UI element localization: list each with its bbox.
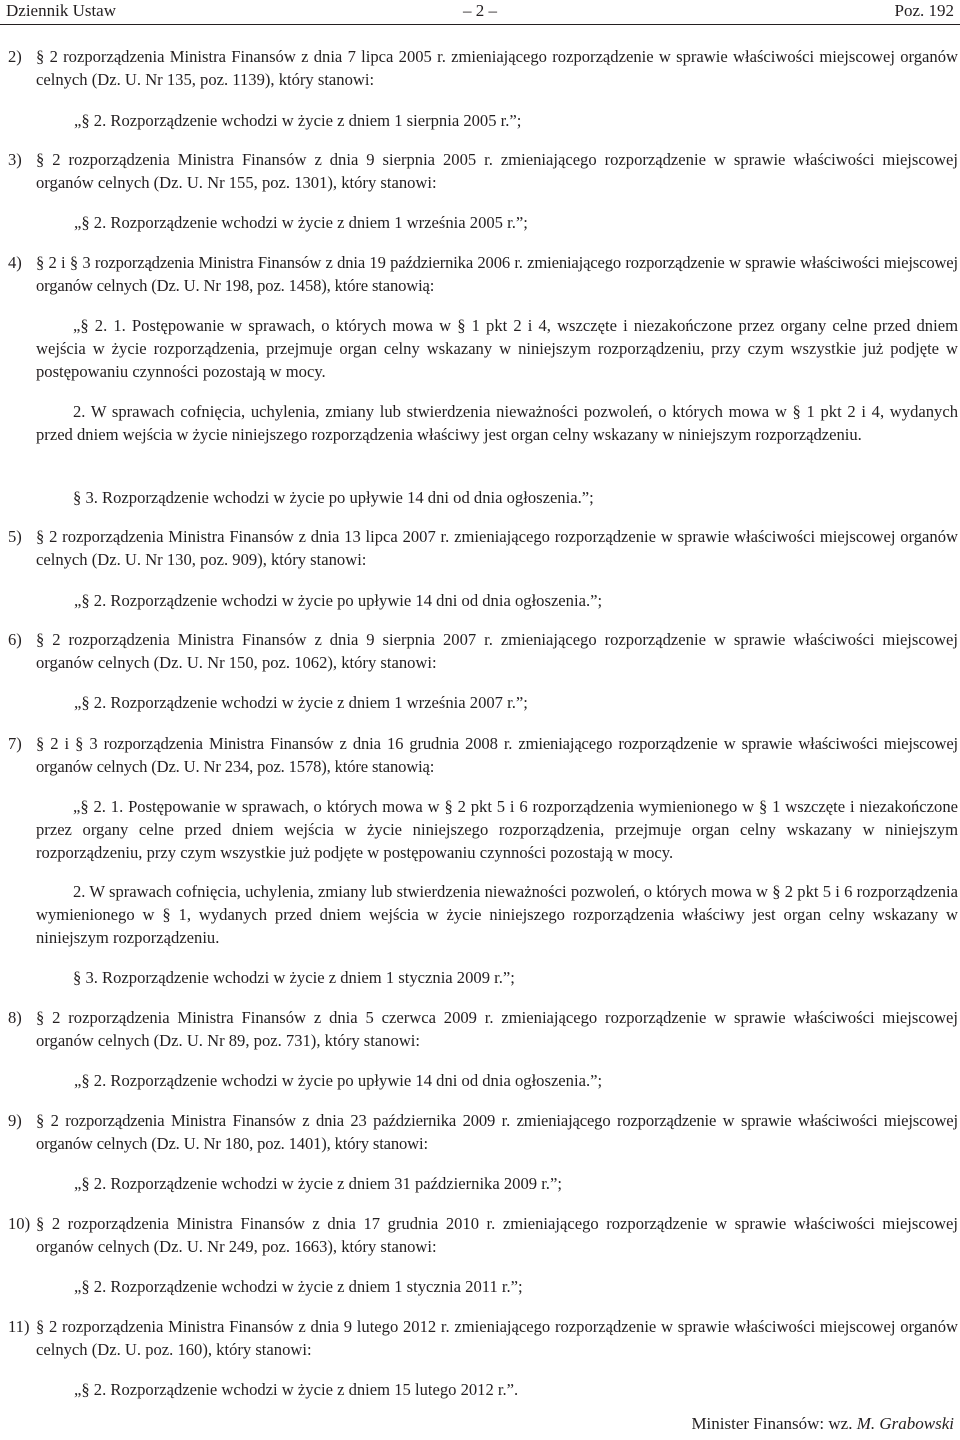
journal-title: Dziennik Ustaw	[6, 1, 117, 20]
item-number: 5)	[8, 527, 22, 546]
page-header	[0, 0, 960, 22]
quoted-provision: „§ 2. Rozporządzenie wchodzi w życie z dniem 1 września 2005 r.”;	[74, 213, 528, 232]
quoted-provision: „§ 2. Rozporządzenie wchodzi w życie z dniem 1 września 2007 r.”;	[74, 693, 528, 712]
item-text: § 2 i § 3 rozporządzenia Ministra Finansów z dnia 19 października 2006 r. zmieniającego rozporządzenie w sprawie właściwości miejscowej organów celnych (Dz. U. Nr 198, poz. 1458), które stanowią:	[36, 253, 958, 295]
item-number: 10)	[8, 1214, 31, 1233]
item-number: 8)	[8, 1008, 22, 1027]
provision-paragraph: „§ 2. 1. Postępowanie w sprawach, o których mowa w § 1 pkt 2 i 4, wszczęte i niezakończone przez organy celne przed dniem wejścia w życie rozporządzenia, przejmuje organ celny wskazany w niniejszym rozporządzeniu, przy czym wszystkie już podjęte w postępowaniu czynności pozostają w mocy.	[36, 316, 958, 381]
quoted-provision: „§ 2. Rozporządzenie wchodzi w życie z dniem 1 sierpnia 2005 r.”;	[74, 111, 522, 130]
header-rule	[0, 24, 960, 25]
provision-paragraph: 2. W sprawach cofnięcia, uchylenia, zmiany lub stwierdzenia nieważności pozwoleń, o których mowa w § 1 pkt 2 i 4, wydanych przed dniem wejścia w życie niniejszego rozporządzenia właściwy jest organ celny wskazany w niniejszym rozporządzeniu.	[36, 402, 958, 444]
item-number: 2)	[8, 47, 22, 66]
item-number: 4)	[8, 253, 22, 272]
item-text: § 2 rozporządzenia Ministra Finansów z dnia 13 lipca 2007 r. zmieniającego rozporządzenie w sprawie właściwości miejscowej organów celnych (Dz. U. Nr 130, poz. 909), który stanowi:	[36, 527, 958, 569]
item-text: § 2 rozporządzenia Ministra Finansów z dnia 7 lipca 2005 r. zmieniającego rozporządzenie w sprawie właściwości miejscowej organów celnych (Dz. U. Nr 135, poz. 1139), który stanowi:	[36, 47, 958, 89]
quoted-provision: „§ 2. Rozporządzenie wchodzi w życie po upływie 14 dni od dnia ogłoszenia.”;	[74, 1071, 603, 1090]
signature	[691, 1413, 954, 1435]
item-number: 9)	[8, 1111, 22, 1130]
provision-paragraph: 2. W sprawach cofnięcia, uchylenia, zmiany lub stwierdzenia nieważności pozwoleń, o których mowa w § 2 pkt 5 i 6 rozporządzenia wymienionego w § 1, wydanych przed dniem wejścia w życie niniejszego rozporządzenia właściwy jest organ celny wskazany w niniejszym rozporządzeniu.	[36, 882, 958, 947]
provision-paragraph: § 3. Rozporządzenie wchodzi w życie po upływie 14 dni od dnia ogłoszenia.”;	[73, 488, 594, 507]
item-text: § 2 i § 3 rozporządzenia Ministra Finansów z dnia 16 grudnia 2008 r. zmieniającego rozporządzenie w sprawie właściwości miejscowej organów celnych (Dz. U. Nr 234, poz. 1578), które stanowią:	[36, 734, 958, 776]
signature-name: M. Grabowski	[856, 1414, 954, 1433]
item-text: § 2 rozporządzenia Ministra Finansów z dnia 23 października 2009 r. zmieniającego rozporządzenie w sprawie właściwości miejscowej organów celnych (Dz. U. Nr 180, poz. 1401), który stanowi:	[36, 1111, 958, 1153]
position-number: Poz. 192	[894, 1, 954, 20]
item-number: 7)	[8, 734, 22, 753]
quoted-provision: „§ 2. Rozporządzenie wchodzi w życie z dniem 15 lutego 2012 r.”.	[74, 1380, 519, 1399]
item-number: 11)	[8, 1317, 30, 1336]
item-text: § 2 rozporządzenia Ministra Finansów z dnia 9 lutego 2012 r. zmieniającego rozporządzenie w sprawie właściwości miejscowej organów celnych (Dz. U. poz. 160), który stanowi:	[36, 1317, 958, 1359]
item-number: 6)	[8, 630, 22, 649]
item-text: § 2 rozporządzenia Ministra Finansów z dnia 9 sierpnia 2005 r. zmieniającego rozporządzenie w sprawie właściwości miejscowej organów celnych (Dz. U. Nr 155, poz. 1301), który stanowi:	[36, 150, 958, 192]
quoted-provision: „§ 2. Rozporządzenie wchodzi w życie z dniem 1 stycznia 2011 r.”;	[74, 1277, 523, 1296]
item-text: § 2 rozporządzenia Ministra Finansów z dnia 17 grudnia 2010 r. zmieniającego rozporządzenie w sprawie właściwości miejscowej organów celnych (Dz. U. Nr 249, poz. 1663), który stanowi:	[36, 1214, 958, 1256]
provision-paragraph: § 3. Rozporządzenie wchodzi w życie z dniem 1 stycznia 2009 r.”;	[73, 968, 515, 987]
signature-role: Minister Finansów: wz.	[691, 1414, 853, 1433]
quoted-provision: „§ 2. Rozporządzenie wchodzi w życie po upływie 14 dni od dnia ogłoszenia.”;	[74, 591, 603, 610]
item-number: 3)	[8, 150, 22, 169]
quoted-provision: „§ 2. Rozporządzenie wchodzi w życie z dniem 31 października 2009 r.”;	[74, 1174, 562, 1193]
item-text: § 2 rozporządzenia Ministra Finansów z dnia 5 czerwca 2009 r. zmieniającego rozporządzenie w sprawie właściwości miejscowej organów celnych (Dz. U. Nr 89, poz. 731), który stanowi:	[36, 1008, 958, 1050]
page-number: – 2 –	[463, 1, 497, 20]
item-text: § 2 rozporządzenia Ministra Finansów z dnia 9 sierpnia 2007 r. zmieniającego rozporządzenie w sprawie właściwości miejscowej organów celnych (Dz. U. Nr 150, poz. 1062), który stanowi:	[36, 630, 958, 672]
provision-paragraph: „§ 2. 1. Postępowanie w sprawach, o których mowa w § 2 pkt 5 i 6 rozporządzenia wymienionego w § 1 wszczęte i niezakończone przez organy celne przed dniem wejścia w życie niniejszego rozporządzenia, przejmuje organ celny wskazany w niniejszym rozporządzeniu, przy czym wszystkie już podjęte w postępowaniu czynności pozostają w mocy.	[36, 797, 958, 862]
